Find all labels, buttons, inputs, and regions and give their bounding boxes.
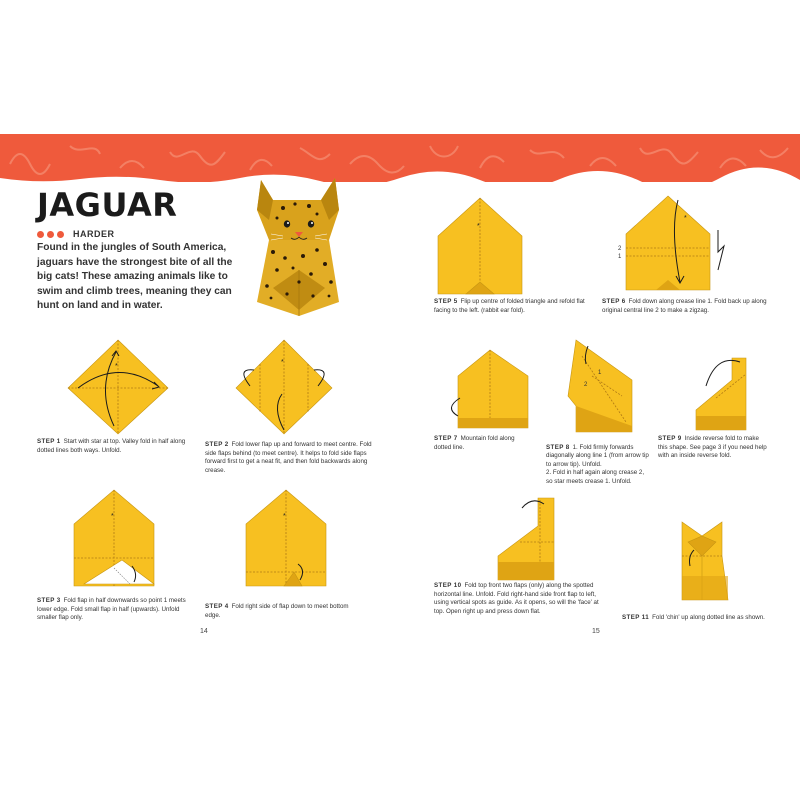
difficulty-dot-icon [37,231,44,238]
header-banner [0,134,800,182]
step5-text: Flip up centre of folded triangle and refold flat facing to the left. (rabbit ear fold). [434,298,585,314]
step4-label: STEP 4 [205,603,229,610]
step7-label: STEP 7 [434,435,458,442]
page-number-left: 14 [200,628,208,635]
step1-caption [37,438,197,455]
step9-label: STEP 9 [658,435,682,442]
step1-diagram [66,338,170,436]
step3-caption [37,597,195,623]
step10-label: STEP 10 [434,582,462,589]
svg-text:*: * [684,215,687,222]
svg-text:2: 2 [584,382,588,388]
step7-text: Mountain fold along dotted line. [434,435,515,451]
step5-label: STEP 5 [434,298,458,305]
step7-diagram [448,348,532,432]
step3-text: Fold flap in half downwards so point 1 meets lower edge. Fold small flap in half (upwards). Unfold smaller flap only. [37,597,186,621]
difficulty-dot-icon [57,231,64,238]
page-title: JAGUAR [37,186,178,224]
step2-label: STEP 2 [205,441,229,448]
step11-diagram [668,516,736,602]
step3-label: STEP 3 [37,597,61,604]
difficulty-label: HARDER [73,229,115,239]
step5-diagram [436,196,524,296]
step4-text: Fold right side of flap down to meet bottom edge. [205,603,349,619]
banner-squiggle-pattern [0,134,800,182]
step9-caption [658,435,768,461]
step1-text: Start with star at top. Valley fold in half along dotted lines both ways. Unfold. [37,438,186,454]
step6-caption [602,298,768,315]
crease-mark-2: 2 [618,246,622,252]
svg-text:*: * [111,513,114,520]
step1-label: STEP 1 [37,438,61,445]
step10-text: Fold top front two flaps (only) along the spotted horizontal line. Unfold. Fold right-hand side front flap to left, using vertical spots as guide. As it opens, so will the 'face' at top. Open right up and press down flat. [434,582,599,615]
step8-label: STEP 8 [546,443,570,451]
step6-diagram [618,190,728,298]
svg-text:*: * [281,359,284,366]
step11-caption [622,614,778,623]
step6-label: STEP 6 [602,298,626,305]
step8-text: 1. Fold firmly forwards diagonally along line 1 (from arrow tip to arrow tip). Unfold. 2. Fold in half again along crease 2, so star meets crease 1. Unfold. [546,443,649,485]
step9-diagram [676,350,756,434]
difficulty-dot-icon [47,231,54,238]
step2-caption [205,441,381,475]
svg-text:*: * [115,363,118,370]
step9-text: Inside reverse fold to make this shape. See page 3 if you need help with an inside reverse fold. [658,435,767,459]
step2-diagram [232,338,336,436]
step3-diagram [72,488,156,588]
finished-jaguar-illustration [243,170,355,320]
step4-diagram [244,488,328,588]
step11-text: Fold 'chin' up along dotted line as shown. [652,614,765,621]
intro-paragraph: Found in the jungles of South America, jaguars have the strongest bite of all the big cats! These amazing animals like to swim and climb trees, meaning they can hunt on land and in water. [37,242,233,311]
step7-caption [434,435,532,452]
step10-caption [434,582,600,616]
page-number-right: 15 [592,628,600,635]
step6-text: Fold down along crease line 1. Fold back up along original central line 2 to make a zigzag. [602,298,767,314]
step11-label: STEP 11 [622,614,650,621]
svg-text:*: * [477,223,480,230]
crease-mark-1: 1 [618,254,622,260]
svg-text:*: * [283,513,286,520]
step5-caption [434,298,598,315]
step8-caption [546,435,650,486]
step4-caption [205,603,365,620]
step2-text: Fold lower flap up and forward to meet centre. Fold side flaps behind (to meet centre). It helps to fold side flaps forward first to get a neat fit, and then fold backwards along crease. [205,441,372,474]
step10-diagram [492,492,568,582]
step8-diagram [562,336,636,436]
difficulty-indicator [37,229,115,239]
svg-text:1: 1 [598,370,602,376]
